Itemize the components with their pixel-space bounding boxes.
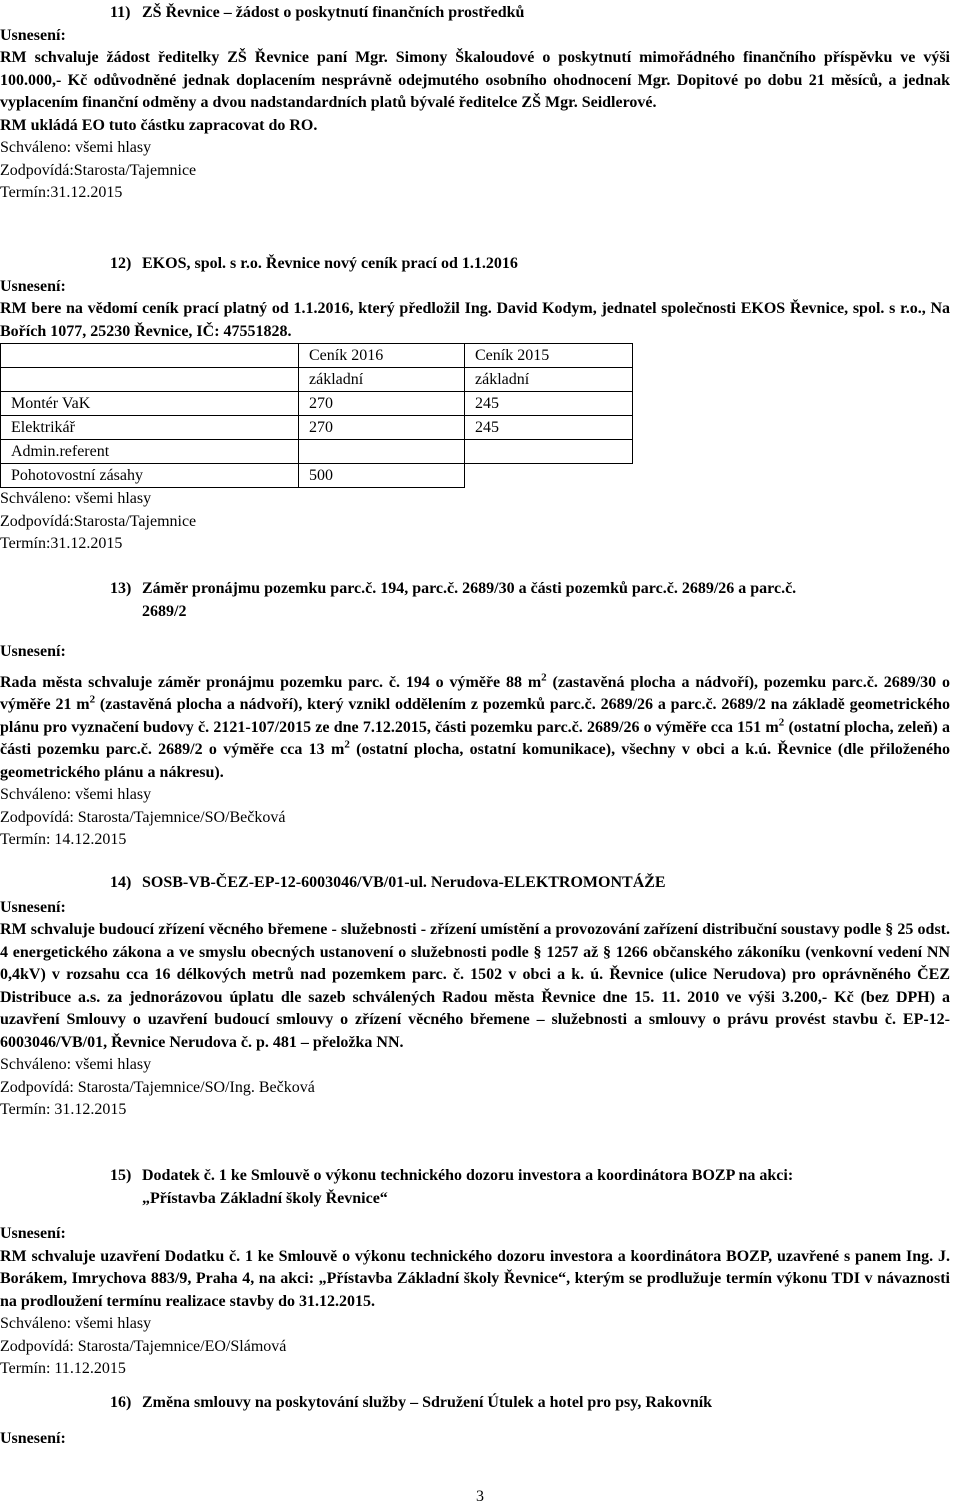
item-title <box>142 1165 960 1210</box>
item-number: 11) <box>110 4 131 21</box>
deadline-line: Termín: 11.12.2015 <box>0 1360 126 1377</box>
usneseni-label: Usnesení: <box>0 1225 66 1242</box>
item-16 <box>0 1392 960 1450</box>
item-14 <box>0 872 960 1122</box>
item-title-line: Dodatek č. 1 ke Smlouvě o výkonu technického dozoru investora a koordinátora BOZP na akci: <box>142 1167 794 1184</box>
text-part: Rada města schvaluje záměr pronájmu pozemku parc. č. 194 o výměře 88 m <box>0 673 542 691</box>
table-cell <box>465 464 633 488</box>
table-cell: Admin.referent <box>1 440 299 464</box>
usneseni-label: Usnesení: <box>0 898 66 916</box>
responsible-line: Zodpovídá:Starosta/Tajemnice <box>0 161 197 179</box>
table-cell: Pohotovostní zásahy <box>1 464 299 488</box>
resolution-text: RM bere na vědomí ceník prací platný od 1.1.2016, který předložil Ing. David Kodym, jednatel společnosti EKOS Řevnice, spol. s r.o., Na Bořích 1077, 25230 Řevnice, IČ: 47551828. <box>0 300 950 340</box>
item-title: SOSB-VB-ČEZ-EP-12-6003046/VB/01-ul. Nerudova-ELEKTROMONTÁŽE <box>142 874 666 891</box>
text-part: (zastavěná plocha a nádvoří), který vznikl oddělením z pozemků parc.č. 2689/26 a parc.č. 2689/2 na základě geometrického plánu pro vyznačení budovy č. 2121-107/2015 ze dne 7.12.2015, části pozemku parc.č. 2689/26 o výměře cca 151 m <box>0 696 950 736</box>
table-cell: 270 <box>299 392 465 416</box>
usneseni-label: Usnesení: <box>0 1429 66 1447</box>
table-row <box>1 416 633 440</box>
responsible-line: Zodpovídá:Starosta/Tajemnice <box>0 512 197 530</box>
item-13 <box>0 578 960 852</box>
item-title: EKOS, spol. s r.o. Řevnice nový ceník prací od 1.1.2016 <box>142 255 518 272</box>
superscript: 2 <box>541 671 547 684</box>
item-12-heading <box>0 253 960 276</box>
item-number: 12) <box>110 255 132 272</box>
deadline-line: Termín: 31.12.2015 <box>0 1101 127 1118</box>
table-header-cell: Ceník 2015 <box>465 344 633 368</box>
table-cell: 270 <box>299 416 465 440</box>
table-cell: 245 <box>465 416 633 440</box>
usneseni-label: Usnesení: <box>0 26 66 44</box>
table-row <box>1 392 633 416</box>
item-title: Změna smlouvy na poskytování služby – Sdružení Útulek a hotel pro psy, Rakovník <box>142 1394 713 1411</box>
item-title-line: „Přístavba Základní školy Řevnice“ <box>142 1189 388 1207</box>
resolution-text: RM schvaluje uzavření Dodatku č. 1 ke Smlouvě o výkonu technického dozoru investora a koordinátora BOZP, uzavřené s panem Ing. J. Borákem, Imrychova 883/9, Praha 4, na akci: „Přístavba Základní školy Řevnice“, kterým se prodlužuje termín výkonu TDI v návaznosti na prodloužení termínu realizace stavby do 31.12.2015. <box>0 1247 950 1310</box>
item-11-heading <box>0 2 960 25</box>
table-cell <box>465 440 633 464</box>
item-number: 14) <box>110 874 132 891</box>
table-row <box>1 440 633 464</box>
responsible-line: Zodpovídá: Starosta/Tajemnice/SO/Bečková <box>0 808 286 826</box>
item-14-heading <box>0 872 960 895</box>
superscript: 2 <box>344 738 350 751</box>
item-title: ZŠ Řevnice – žádost o poskytnutí finančních prostředků <box>142 4 525 21</box>
text-part: (ostatní plocha, ostatní komunikace), všechny v obci a k.ú. Řevnice (dle přiloženého geometrického plánu a nákresu). <box>0 741 950 781</box>
table-cell: 245 <box>465 392 633 416</box>
item-15-heading <box>0 1165 960 1210</box>
text-part: (zastavěná plocha a nádvoří), pozemku parc.č. 2689/30 o výměře 21 m <box>0 673 951 713</box>
approval-line: Schváleno: všemi hlasy <box>0 490 152 507</box>
usneseni-label: Usnesení: <box>0 643 66 660</box>
item-number: 16) <box>110 1394 132 1411</box>
item-12 <box>0 253 960 556</box>
item-15 <box>0 1165 960 1381</box>
item-11 <box>0 2 960 205</box>
table-cell <box>299 440 465 464</box>
usneseni-label: Usnesení: <box>0 277 66 295</box>
approval-line: Schváleno: všemi hlasy <box>0 139 152 156</box>
table-cell: Montér VaK <box>1 392 299 416</box>
price-table <box>0 343 633 488</box>
resolution-text: RM schvaluje budoucí zřízení věcného břemene - služebnosti - zřízení umístění a provozování zařízení distribuční soustavy podle § 25 odst. 4 energetického zákona a ve smyslu obecných ustanovení o služebnosti podle § 1257 až § 1266 občanského zákoníku (venkovní vedení NN 0,4kV) v rozsahu cca 16 délkových metrů nad pozemkem parc. č. 1502 v obci a k. ú. Řevnice (ulice Nerudova) pro oprávněného ČEZ Distribuce a.s. za jednorázovou úplatu dle sazeb schválených Radou města Řevnice dne 15. 11. 2010 ve výši 3.200,- Kč (bez DPH) a uzavření Smlouvy o uzavření budoucí smlouvy o zřízení věcného břemene – služebnosti a smlouvy o právu provést stavbu č. EP-12-6003046/VB/01, Řevnice Nerudova č. p. 481 – přeložka NN. <box>0 921 950 1051</box>
table-header-cell: základní <box>299 368 465 392</box>
table-cell: 500 <box>299 464 465 488</box>
item-number: 13) <box>110 580 132 597</box>
approval-line: Schváleno: všemi hlasy <box>0 1056 152 1073</box>
item-13-heading <box>0 578 960 623</box>
item-number: 15) <box>110 1167 132 1184</box>
responsible-line: Zodpovídá: Starosta/Tajemnice/EO/Slámová <box>0 1337 287 1355</box>
resolution-text: RM ukládá EO tuto částku zapracovat do RO. <box>0 116 318 134</box>
text-part: (ostatní plocha, zeleň) a části pozemku parc.č. 2689/2 o výměře cca 13 m <box>0 718 951 758</box>
table-header-cell: základní <box>465 368 633 392</box>
page-number: 3 <box>476 1488 484 1505</box>
item-title <box>142 578 960 623</box>
table-header-row <box>1 344 633 368</box>
item-title-line: Záměr pronájmu pozemku parc.č. 194, parc.č. 2689/30 a části pozemků parc.č. 2689/26 a parc.č. <box>142 580 797 597</box>
table-row <box>1 464 633 488</box>
deadline-line: Termín: 14.12.2015 <box>0 831 127 848</box>
resolution-text <box>0 672 960 785</box>
resolution-text: RM schvaluje žádost ředitelky ZŠ Řevnice paní Mgr. Simony Škaloudové o poskytnutí mimořádného finančního příspěvku ve výši 100.000,- Kč odůvodněné jednak doplacením nesprávně odejmutého osobního ohodnocení Mgr. Dopitové po dobu 21 měsíců, a jednak vyplacením finanční odměny a dvou nadstandardních platů bývalé ředitelce ZŠ Mgr. Seidlerové. <box>0 49 950 111</box>
responsible-line: Zodpovídá: Starosta/Tajemnice/SO/Ing. Bečková <box>0 1078 315 1096</box>
table-cell <box>1 344 299 368</box>
superscript: 2 <box>778 716 785 729</box>
table-cell <box>1 368 299 392</box>
item-title-line: 2689/2 <box>142 602 187 620</box>
table-header-cell: Ceník 2016 <box>299 344 465 368</box>
superscript: 2 <box>89 693 96 706</box>
item-16-heading <box>0 1392 960 1415</box>
approval-line: Schváleno: všemi hlasy <box>0 786 152 803</box>
table-cell: Elektrikář <box>1 416 299 440</box>
deadline-line: Termín:31.12.2015 <box>0 535 123 552</box>
approval-line: Schváleno: všemi hlasy <box>0 1315 152 1332</box>
deadline-line: Termín:31.12.2015 <box>0 184 123 201</box>
table-header-row <box>1 368 633 392</box>
